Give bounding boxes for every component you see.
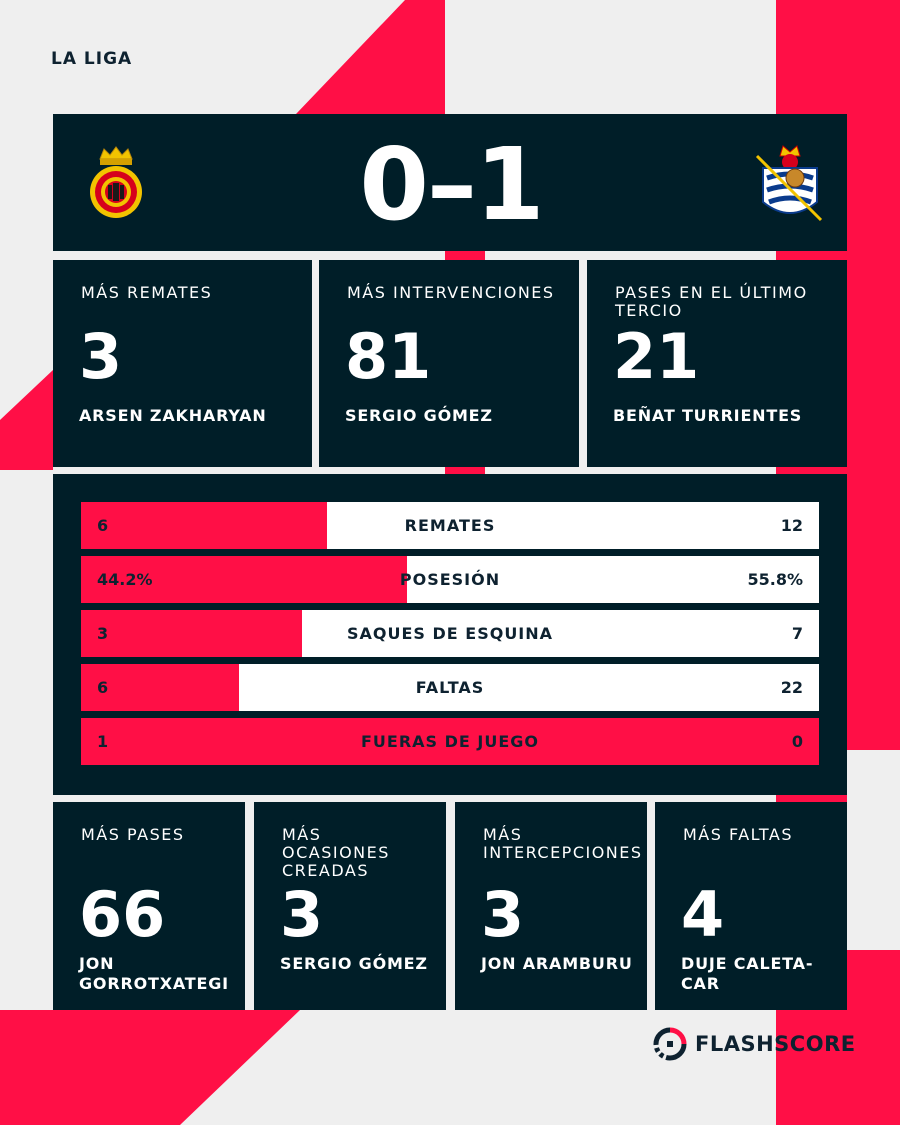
home-value: 6 (97, 516, 109, 535)
stat-label: MÁS PASES (81, 825, 185, 844)
home-value: 3 (97, 624, 109, 643)
stat-player: DUJE CALETA-CAR (681, 954, 814, 993)
match-score: 0–1 (359, 126, 543, 243)
stat-label: MÁS INTERCEPCIONES (483, 825, 643, 862)
stat-value: 81 (345, 320, 432, 393)
stat-card-most-interventions (319, 260, 579, 467)
stat-name: REMATES (404, 516, 496, 535)
stat-value: 3 (481, 878, 525, 951)
home-value: 44.2% (97, 570, 153, 589)
stat-player: SERGIO GÓMEZ (345, 406, 493, 425)
flashscore-logo (653, 1027, 856, 1061)
stat-player: ARSEN ZAKHARYAN (79, 406, 267, 425)
stat-label: MÁS INTERVENCIONES (347, 283, 555, 302)
stat-value: 3 (79, 320, 123, 393)
away-value: 7 (791, 624, 803, 643)
stat-bar-fouls (81, 664, 819, 711)
away-value: 0 (791, 732, 803, 751)
home-value: 6 (97, 678, 109, 697)
stat-label: MÁS REMATES (81, 283, 213, 302)
away-value: 55.8% (747, 570, 803, 589)
stat-bar-shots (81, 502, 819, 549)
stat-card-most-shots (53, 260, 312, 467)
flashscore-logo-icon (653, 1027, 687, 1061)
stat-value: 3 (280, 878, 324, 951)
stat-label: MÁS FALTAS (683, 825, 794, 844)
home-value: 1 (97, 732, 109, 751)
stat-player: SERGIO GÓMEZ (280, 954, 428, 973)
stat-bar-corners (81, 610, 819, 657)
stat-value: 21 (613, 320, 700, 393)
stat-value: 66 (79, 878, 166, 951)
stat-card-most-fouls (655, 802, 847, 1010)
stat-name: FALTAS (415, 678, 485, 697)
league-name: LA LIGA (51, 49, 133, 69)
stat-bar-possession (81, 556, 819, 603)
stat-label: MÁS OCASIONES CREADAS (282, 825, 390, 880)
stat-value: 4 (681, 878, 725, 951)
real-sociedad-crest-icon (755, 142, 825, 224)
stat-card-final-third-passes (587, 260, 847, 467)
brand-name: FLASHSCORE (695, 1032, 856, 1056)
stat-card-most-chances (254, 802, 446, 1010)
match-stats-panel (53, 474, 847, 795)
stat-player: JON ARAMBURU (481, 954, 633, 973)
stat-player: BEÑAT TURRIENTES (613, 406, 803, 425)
mallorca-crest-icon (88, 145, 144, 223)
stat-card-most-interceptions (455, 802, 647, 1010)
stat-name: FUERAS DE JUEGO (360, 732, 540, 751)
stat-name: POSESIÓN (399, 570, 501, 589)
away-value: 22 (780, 678, 803, 697)
stat-card-most-passes (53, 802, 245, 1010)
stat-name: SAQUES DE ESQUINA (346, 624, 554, 643)
stat-bar-offsides (81, 718, 819, 765)
stat-player: JON GORROTXATEGI (79, 954, 229, 993)
stat-label: PASES EN EL ÚLTIMO TERCIO (615, 283, 808, 320)
away-value: 12 (780, 516, 803, 535)
